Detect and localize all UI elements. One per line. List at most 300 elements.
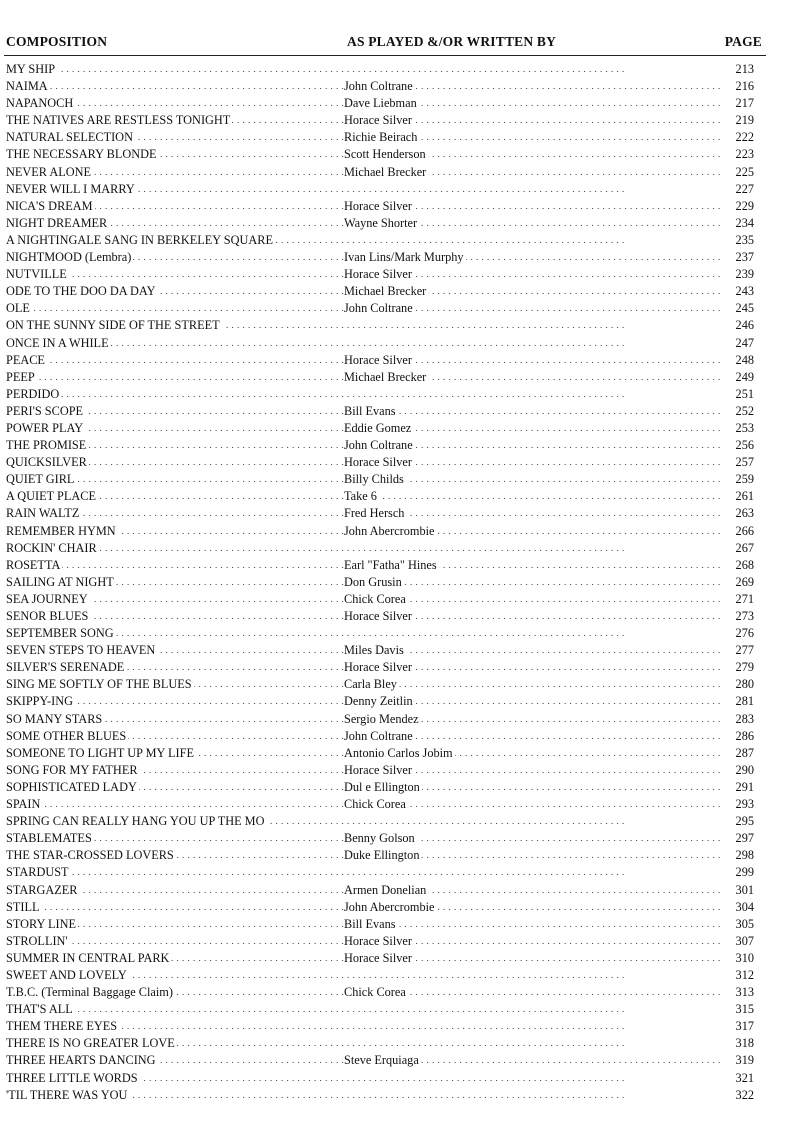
entry-page-number: 251 bbox=[722, 386, 754, 403]
entry-title-cell bbox=[6, 762, 346, 779]
entry-page-number: 268 bbox=[722, 557, 754, 574]
entry-artist-cell bbox=[344, 796, 724, 813]
entry-title: A QUIET PLACE bbox=[6, 489, 96, 504]
entry-artist: Scott Henderson bbox=[344, 147, 426, 162]
entry-title-cell bbox=[6, 266, 346, 283]
entry-title: NUTVILLE bbox=[6, 267, 67, 282]
entry-page-number: 304 bbox=[722, 899, 754, 916]
entry-artist: Duke Ellington bbox=[344, 848, 420, 863]
index-entry bbox=[6, 574, 754, 591]
entry-title: SPAIN bbox=[6, 797, 41, 812]
entry-artist: Antonio Carlos Jobim bbox=[344, 745, 453, 760]
entry-title-cell bbox=[6, 625, 724, 642]
entry-title: RAIN WALTZ bbox=[6, 506, 80, 521]
entry-artist-cell bbox=[344, 420, 724, 437]
entry-title: THE NATIVES ARE RESTLESS TONIGHT bbox=[6, 113, 231, 128]
entry-artist-cell bbox=[344, 728, 724, 745]
index-entry bbox=[6, 1001, 754, 1018]
entry-title: PEEP bbox=[6, 369, 35, 384]
entry-title: SUMMER IN CENTRAL PARK bbox=[6, 950, 170, 965]
entry-title: STARDUST bbox=[6, 865, 69, 880]
entry-title-cell bbox=[6, 899, 346, 916]
index-entry bbox=[6, 181, 754, 198]
entry-title: QUICKSILVER bbox=[6, 455, 87, 470]
entry-artist: Horace Silver bbox=[344, 660, 412, 675]
entry-artist: Carla Bley bbox=[344, 677, 397, 692]
entry-artist: Horace Silver bbox=[344, 762, 412, 777]
entry-artist-cell bbox=[344, 762, 724, 779]
entry-page-number: 298 bbox=[722, 847, 754, 864]
entry-artist: Michael Brecker bbox=[344, 369, 427, 384]
entry-page-number: 219 bbox=[722, 112, 754, 129]
index-entry bbox=[6, 625, 754, 642]
index-entry bbox=[6, 676, 754, 693]
entry-page-number: 247 bbox=[722, 335, 754, 352]
entry-artist: John Abercrombie bbox=[344, 899, 435, 914]
index-entry bbox=[6, 779, 754, 796]
index-entry bbox=[6, 471, 754, 488]
entry-title-cell bbox=[6, 830, 346, 847]
entry-title-cell bbox=[6, 574, 346, 591]
entry-artist-cell bbox=[344, 215, 724, 232]
entry-title-cell bbox=[6, 745, 346, 762]
entry-title-cell bbox=[6, 78, 346, 95]
index-entry bbox=[6, 437, 754, 454]
entry-title-cell bbox=[6, 1035, 724, 1052]
entry-page-number: 245 bbox=[722, 300, 754, 317]
entry-title: 'TIL THERE WAS YOU bbox=[6, 1087, 128, 1102]
index-entry bbox=[6, 352, 754, 369]
entry-title-cell bbox=[6, 779, 346, 796]
entry-title-cell bbox=[6, 317, 724, 334]
entry-title-cell bbox=[6, 950, 346, 967]
entry-page-number: 293 bbox=[722, 796, 754, 813]
entry-title-cell bbox=[6, 352, 346, 369]
entry-artist-cell bbox=[344, 830, 724, 847]
entry-title-cell bbox=[6, 916, 346, 933]
entry-page-number: 229 bbox=[722, 198, 754, 215]
index-entry bbox=[6, 950, 754, 967]
entry-title-cell bbox=[6, 882, 346, 899]
index-entry bbox=[6, 266, 754, 283]
entry-page-number: 246 bbox=[722, 317, 754, 334]
entry-title-cell bbox=[6, 1052, 346, 1069]
entry-title: NAPANOCH bbox=[6, 96, 74, 111]
entry-title-cell bbox=[6, 728, 346, 745]
index-entry bbox=[6, 454, 754, 471]
entry-title: THERE IS NO GREATER LOVE bbox=[6, 1036, 175, 1051]
entry-artist-cell bbox=[344, 693, 724, 710]
entry-title: PEACE bbox=[6, 352, 45, 367]
entry-artist-cell bbox=[344, 266, 724, 283]
entry-title: THEM THERE EYES bbox=[6, 1019, 118, 1034]
entry-title-cell bbox=[6, 1070, 724, 1087]
entry-artist: Horace Silver bbox=[344, 933, 412, 948]
entry-page-number: 234 bbox=[722, 215, 754, 232]
entry-page-number: 263 bbox=[722, 505, 754, 522]
entry-title: MY SHIP bbox=[6, 62, 56, 76]
entry-title-cell bbox=[6, 796, 346, 813]
entry-artist: John Abercrombie bbox=[344, 523, 435, 538]
entry-artist-cell bbox=[344, 899, 724, 916]
entry-title: THREE HEARTS DANCING bbox=[6, 1053, 156, 1068]
entry-artist: Chick Corea bbox=[344, 797, 406, 812]
entry-title-cell bbox=[6, 967, 724, 984]
entry-title-cell bbox=[6, 335, 724, 352]
entry-artist-cell bbox=[344, 745, 724, 762]
entry-title: ODE TO THE DOO DA DAY bbox=[6, 284, 156, 299]
entry-title-cell bbox=[6, 608, 346, 625]
entry-page-number: 261 bbox=[722, 488, 754, 505]
entry-title: SOMEONE TO LIGHT UP MY LIFE bbox=[6, 745, 194, 760]
index-entry bbox=[6, 164, 754, 181]
entry-artist-cell bbox=[344, 608, 724, 625]
entry-page-number: 299 bbox=[722, 864, 754, 881]
entry-artist: Don Grusin bbox=[344, 574, 402, 589]
entry-page-number: 301 bbox=[722, 882, 754, 899]
index-entry bbox=[6, 317, 754, 334]
entry-title-cell bbox=[6, 300, 346, 317]
entry-artist-cell bbox=[344, 164, 724, 181]
entry-title: STILL bbox=[6, 899, 40, 914]
index-entry bbox=[6, 146, 754, 163]
entry-title: ONCE IN A WHILE bbox=[6, 335, 109, 350]
index-entry bbox=[6, 591, 754, 608]
entry-title-cell bbox=[6, 454, 346, 471]
entry-title-cell bbox=[6, 112, 346, 129]
entry-artist-cell bbox=[344, 129, 724, 146]
entry-artist: Eddie Gomez bbox=[344, 420, 412, 435]
entry-title-cell bbox=[6, 711, 346, 728]
entry-title-cell bbox=[6, 933, 346, 950]
entry-artist-cell bbox=[344, 574, 724, 591]
entry-artist: Steve Erquiaga bbox=[344, 1053, 419, 1068]
entry-title: SKIPPY-ING bbox=[6, 694, 73, 709]
index-entry bbox=[6, 745, 754, 762]
entry-page-number: 248 bbox=[722, 352, 754, 369]
entry-artist-cell bbox=[344, 369, 724, 386]
index-list bbox=[6, 61, 754, 1104]
entry-page-number: 239 bbox=[722, 266, 754, 283]
entry-title-cell bbox=[6, 369, 346, 386]
entry-page-number: 297 bbox=[722, 830, 754, 847]
entry-title: NIGHTMOOD (Lembra) bbox=[6, 250, 132, 265]
entry-page-number: 273 bbox=[722, 608, 754, 625]
entry-artist: Horace Silver bbox=[344, 113, 412, 128]
entry-title-cell bbox=[6, 488, 346, 505]
entry-page-number: 216 bbox=[722, 78, 754, 95]
entry-artist-cell bbox=[344, 488, 724, 505]
entry-title: ROCKIN' CHAIR bbox=[6, 540, 97, 555]
entry-page-number: 235 bbox=[722, 232, 754, 249]
entry-title-cell bbox=[6, 659, 346, 676]
entry-title: THE PROMISE bbox=[6, 438, 87, 453]
entry-page-number: 307 bbox=[722, 933, 754, 950]
index-entry bbox=[6, 693, 754, 710]
entry-artist-cell bbox=[344, 352, 724, 369]
entry-title: POWER PLAY bbox=[6, 420, 84, 435]
entry-title: SWEET AND LOVELY bbox=[6, 967, 127, 982]
entry-title: T.B.C. (Terminal Baggage Claim) bbox=[6, 985, 173, 1000]
entry-page-number: 243 bbox=[722, 283, 754, 300]
entry-artist: Chick Corea bbox=[344, 985, 406, 1000]
entry-page-number: 280 bbox=[722, 676, 754, 693]
entry-title-cell bbox=[6, 540, 724, 557]
entry-artist: Horace Silver bbox=[344, 352, 412, 367]
entry-title-cell bbox=[6, 420, 346, 437]
entry-title-cell bbox=[6, 813, 724, 830]
entry-title: THE NECESSARY BLONDE bbox=[6, 147, 157, 162]
entry-artist-cell bbox=[344, 95, 724, 112]
entry-title: OLE bbox=[6, 301, 30, 316]
entry-title-cell bbox=[6, 471, 346, 488]
index-entry bbox=[6, 557, 754, 574]
entry-page-number: 227 bbox=[722, 181, 754, 198]
entry-artist-cell bbox=[344, 454, 724, 471]
entry-artist: John Coltrane bbox=[344, 728, 413, 743]
entry-page-number: 269 bbox=[722, 574, 754, 591]
page-heading: PAGE bbox=[724, 34, 762, 49]
entry-artist: Armen Donelian bbox=[344, 882, 427, 897]
entry-title-cell bbox=[6, 215, 346, 232]
entry-page-number: 252 bbox=[722, 403, 754, 420]
index-entry bbox=[6, 711, 754, 728]
index-entry bbox=[6, 642, 754, 659]
entry-page-number: 295 bbox=[722, 813, 754, 830]
entry-title-cell bbox=[6, 61, 724, 78]
entry-page-number: 257 bbox=[722, 454, 754, 471]
entry-title-cell bbox=[6, 523, 346, 540]
entry-title: NAIMA bbox=[6, 79, 48, 94]
entry-page-number: 266 bbox=[722, 523, 754, 540]
index-entry bbox=[6, 283, 754, 300]
entry-artist: Denny Zeitlin bbox=[344, 694, 413, 709]
index-entry bbox=[6, 762, 754, 779]
entry-title-cell bbox=[6, 847, 346, 864]
entry-artist: Miles Davis bbox=[344, 643, 404, 658]
entry-artist-cell bbox=[344, 249, 724, 266]
entry-page-number: 253 bbox=[722, 420, 754, 437]
entry-title-cell bbox=[6, 181, 724, 198]
index-entry bbox=[6, 830, 754, 847]
entry-page-number: 259 bbox=[722, 471, 754, 488]
entry-artist-cell bbox=[344, 676, 724, 693]
entry-page-number: 225 bbox=[722, 164, 754, 181]
entry-page-number: 318 bbox=[722, 1035, 754, 1052]
entry-title: STARGAZER bbox=[6, 882, 78, 897]
entry-page-number: 276 bbox=[722, 625, 754, 642]
entry-page-number: 256 bbox=[722, 437, 754, 454]
index-entry bbox=[6, 112, 754, 129]
entry-title-cell bbox=[6, 283, 346, 300]
entry-page-number: 267 bbox=[722, 540, 754, 557]
entry-artist-cell bbox=[344, 591, 724, 608]
entry-title: STORY LINE bbox=[6, 916, 77, 931]
entry-artist-cell bbox=[344, 984, 724, 1001]
entry-title: NICA'S DREAM bbox=[6, 198, 93, 213]
index-entry bbox=[6, 1018, 754, 1035]
entry-artist-cell bbox=[344, 1052, 724, 1069]
index-entry bbox=[6, 1052, 754, 1069]
index-entry bbox=[6, 916, 754, 933]
entry-page-number: 287 bbox=[722, 745, 754, 762]
index-entry bbox=[6, 420, 754, 437]
entry-artist-cell bbox=[344, 471, 724, 488]
entry-page-number: 213 bbox=[722, 61, 754, 78]
index-entry bbox=[6, 796, 754, 813]
index-entry bbox=[6, 78, 754, 95]
entry-artist-cell bbox=[344, 779, 724, 796]
entry-artist-cell bbox=[344, 642, 724, 659]
index-entry bbox=[6, 61, 754, 78]
entry-title-cell bbox=[6, 1087, 724, 1104]
entry-title: NIGHT DREAMER bbox=[6, 215, 108, 230]
entry-title: PERDIDO bbox=[6, 386, 60, 401]
header-divider bbox=[4, 55, 766, 56]
entry-page-number: 310 bbox=[722, 950, 754, 967]
entry-title-cell bbox=[6, 1001, 724, 1018]
composition-heading: COMPOSITION bbox=[6, 34, 108, 49]
entry-page-number: 315 bbox=[722, 1001, 754, 1018]
entry-title: ROSETTA bbox=[6, 557, 61, 572]
entry-page-number: 222 bbox=[722, 129, 754, 146]
entry-artist: John Coltrane bbox=[344, 79, 413, 94]
entry-title-cell bbox=[6, 864, 724, 881]
entry-artist-cell bbox=[344, 933, 724, 950]
entry-title-cell bbox=[6, 198, 346, 215]
entry-artist: Michael Brecker bbox=[344, 164, 427, 179]
index-entry bbox=[6, 728, 754, 745]
entry-artist: Billy Childs bbox=[344, 472, 404, 487]
index-entry bbox=[6, 386, 754, 403]
entry-page-number: 223 bbox=[722, 146, 754, 163]
entry-title: THREE LITTLE WORDS bbox=[6, 1070, 138, 1085]
entry-page-number: 312 bbox=[722, 967, 754, 984]
entry-artist-cell bbox=[344, 112, 724, 129]
entry-title: SENOR BLUES bbox=[6, 609, 89, 623]
entry-artist: Horace Silver bbox=[344, 198, 412, 213]
entry-title: SING ME SOFTLY OF THE BLUES bbox=[6, 677, 192, 692]
index-entry bbox=[6, 232, 754, 249]
entry-title: SO MANY STARS bbox=[6, 711, 103, 726]
entry-page-number: 271 bbox=[722, 591, 754, 608]
entry-artist-cell bbox=[344, 198, 724, 215]
index-entry bbox=[6, 659, 754, 676]
entry-artist: Michael Brecker bbox=[344, 284, 427, 299]
entry-page-number: 305 bbox=[722, 916, 754, 933]
entry-artist: John Coltrane bbox=[344, 438, 413, 453]
entry-title-cell bbox=[6, 129, 346, 146]
entry-artist: Ivan Lins/Mark Murphy bbox=[344, 250, 464, 265]
index-entry bbox=[6, 1070, 754, 1087]
entry-title-cell bbox=[6, 386, 724, 403]
entry-title-cell bbox=[6, 642, 346, 659]
index-entry bbox=[6, 488, 754, 505]
index-entry bbox=[6, 95, 754, 112]
column-header bbox=[4, 34, 766, 54]
entry-page-number: 279 bbox=[722, 659, 754, 676]
index-entry bbox=[6, 967, 754, 984]
entry-artist-cell bbox=[344, 523, 724, 540]
entry-title: THE STAR-CROSSED LOVERS bbox=[6, 848, 174, 863]
entry-title: SEPTEMBER SONG bbox=[6, 626, 114, 641]
entry-artist: Wayne Shorter bbox=[344, 215, 418, 230]
index-entry bbox=[6, 523, 754, 540]
entry-artist: Sergio Mendez bbox=[344, 711, 419, 726]
index-entry bbox=[6, 608, 754, 625]
entry-title: A NIGHTINGALE SANG IN BERKELEY SQUARE bbox=[6, 232, 273, 247]
index-entry bbox=[6, 300, 754, 317]
entry-artist: Dave Liebman bbox=[344, 96, 417, 111]
entry-title: SAILING AT NIGHT bbox=[6, 574, 114, 589]
entry-artist-cell bbox=[344, 283, 724, 300]
entry-artist: John Coltrane bbox=[344, 301, 413, 316]
entry-title-cell bbox=[6, 95, 346, 112]
entry-title: SEVEN STEPS TO HEAVEN bbox=[6, 643, 156, 658]
entry-artist: Fred Hersch bbox=[344, 506, 405, 521]
entry-page-number: 313 bbox=[722, 984, 754, 1001]
index-entry bbox=[6, 403, 754, 420]
entry-title: THAT'S ALL bbox=[6, 1002, 73, 1017]
entry-page-number: 277 bbox=[722, 642, 754, 659]
entry-title: REMEMBER HYMN bbox=[6, 523, 116, 538]
entry-artist-cell bbox=[344, 711, 724, 728]
entry-page-number: 249 bbox=[722, 369, 754, 386]
entry-title: SILVER'S SERENADE bbox=[6, 660, 125, 675]
index-entry bbox=[6, 813, 754, 830]
entry-artist: Horace Silver bbox=[344, 950, 412, 965]
entry-artist: Chick Corea bbox=[344, 591, 406, 606]
entry-page-number: 217 bbox=[722, 95, 754, 112]
index-entry bbox=[6, 882, 754, 899]
index-entry bbox=[6, 540, 754, 557]
entry-title-cell bbox=[6, 693, 346, 710]
entry-title-cell bbox=[6, 1018, 724, 1035]
entry-artist-cell bbox=[344, 882, 724, 899]
index-entry bbox=[6, 335, 754, 352]
index-entry bbox=[6, 933, 754, 950]
entry-page-number: 291 bbox=[722, 779, 754, 796]
index-entry bbox=[6, 198, 754, 215]
entry-page-number: 322 bbox=[722, 1087, 754, 1104]
entry-artist-cell bbox=[344, 78, 724, 95]
entry-artist: Horace Silver bbox=[344, 609, 412, 623]
entry-title: PERI'S SCOPE bbox=[6, 403, 84, 418]
entry-title: ON THE SUNNY SIDE OF THE STREET bbox=[6, 318, 220, 333]
index-entry bbox=[6, 847, 754, 864]
entry-artist: Bill Evans bbox=[344, 916, 396, 931]
entry-page-number: 319 bbox=[722, 1052, 754, 1069]
entry-title-cell bbox=[6, 676, 346, 693]
index-entry bbox=[6, 249, 754, 266]
entry-title: SOME OTHER BLUES bbox=[6, 728, 127, 743]
index-entry bbox=[6, 1035, 754, 1052]
entry-title: SPRING CAN REALLY HANG YOU UP THE MO bbox=[6, 814, 265, 829]
entry-title: NEVER WILL I MARRY bbox=[6, 181, 135, 196]
entry-title: SEA JOURNEY bbox=[6, 591, 88, 606]
entry-artist-cell bbox=[344, 505, 724, 522]
entry-title: STROLLIN' bbox=[6, 933, 68, 948]
index-entry bbox=[6, 129, 754, 146]
entry-title-cell bbox=[6, 403, 346, 420]
entry-page-number: 286 bbox=[722, 728, 754, 745]
entry-title: SOPHISTICATED LADY bbox=[6, 779, 137, 794]
entry-title: SONG FOR MY FATHER bbox=[6, 762, 138, 777]
entry-title: STABLEMATES bbox=[6, 831, 92, 846]
entry-title-cell bbox=[6, 164, 346, 181]
entry-page-number: 290 bbox=[722, 762, 754, 779]
entry-artist-cell bbox=[344, 403, 724, 420]
